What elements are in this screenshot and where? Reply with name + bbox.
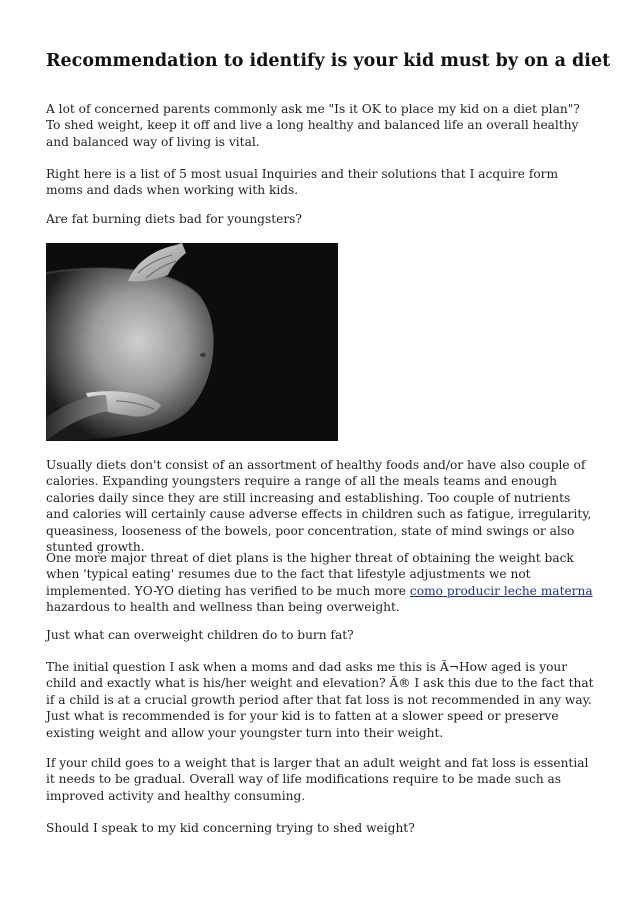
gradual-loss-paragraph: If your child goes to a weight that is larger that an adult weight and fat loss is essential it needs to be gradual. Overall way of life modifications require to be made such as improved activity and healthy consuming. [46, 756, 589, 803]
question-speak-to-kid: Should I speak to my kid concerning trying to shed weight? [46, 821, 415, 835]
yoyo-text-end: hazardous to health and wellness than being overweight. [46, 600, 400, 615]
intro-paragraph: A lot of concerned parents commonly ask me "Is it OK to place my kid on a diet plan"? To shed weight, keep it off and live a long healthy and balanced life an overall healthy and balanced way of living is vital. [46, 102, 580, 149]
leche-materna-link[interactable]: como producir leche materna [409, 583, 593, 598]
question-diets-bad: Are fat burning diets bad for youngsters? [46, 212, 302, 226]
diet-effects-paragraph: Usually diets don't consist of an assortment of healthy foods and/or have also couple of calories. Expanding youngsters require a range of all the meals teams and enough calories daily since they are still increasing and establishing. Too couple of nutrients and calories will certainly cause adverse effects in children such as fatigue, irregularity, queasiness, looseness of the bowels, poor concentration, state of mind swings or also stunted growth. [46, 458, 592, 555]
yoyo-dieting-paragraph [46, 550, 596, 616]
yoyo-text-start: One more major threat of diet plans is the higher threat of obtaining the weight back when 'typical eating' resumes due to the fact that lifestyle adjustments we not implemented. YO-YO dieting has verified to be much more [46, 551, 574, 598]
list-intro-paragraph: Right here is a list of 5 most usual Inquiries and their solutions that I acquire form moms and dads when working with kids. [46, 167, 559, 198]
question-burn-fat: Just what can overweight children do to burn fat? [46, 628, 354, 642]
pregnant-belly-photo [46, 243, 338, 441]
article-title: Recommendation to identify is your kid must by on a diet [46, 51, 611, 71]
child-age-paragraph: The initial question I ask when a moms and dad asks me this is Ã¬How aged is your child and exactly what is his/her weight and elevation? Ã® I ask this due to the fact that if a child is at a crucial growth period after that fat loss is not recommended in any way. Just what is recommended is for your kid is to fatten at a slower speed or preserve existing weight and allow your youngster turn into their weight. [46, 660, 594, 740]
